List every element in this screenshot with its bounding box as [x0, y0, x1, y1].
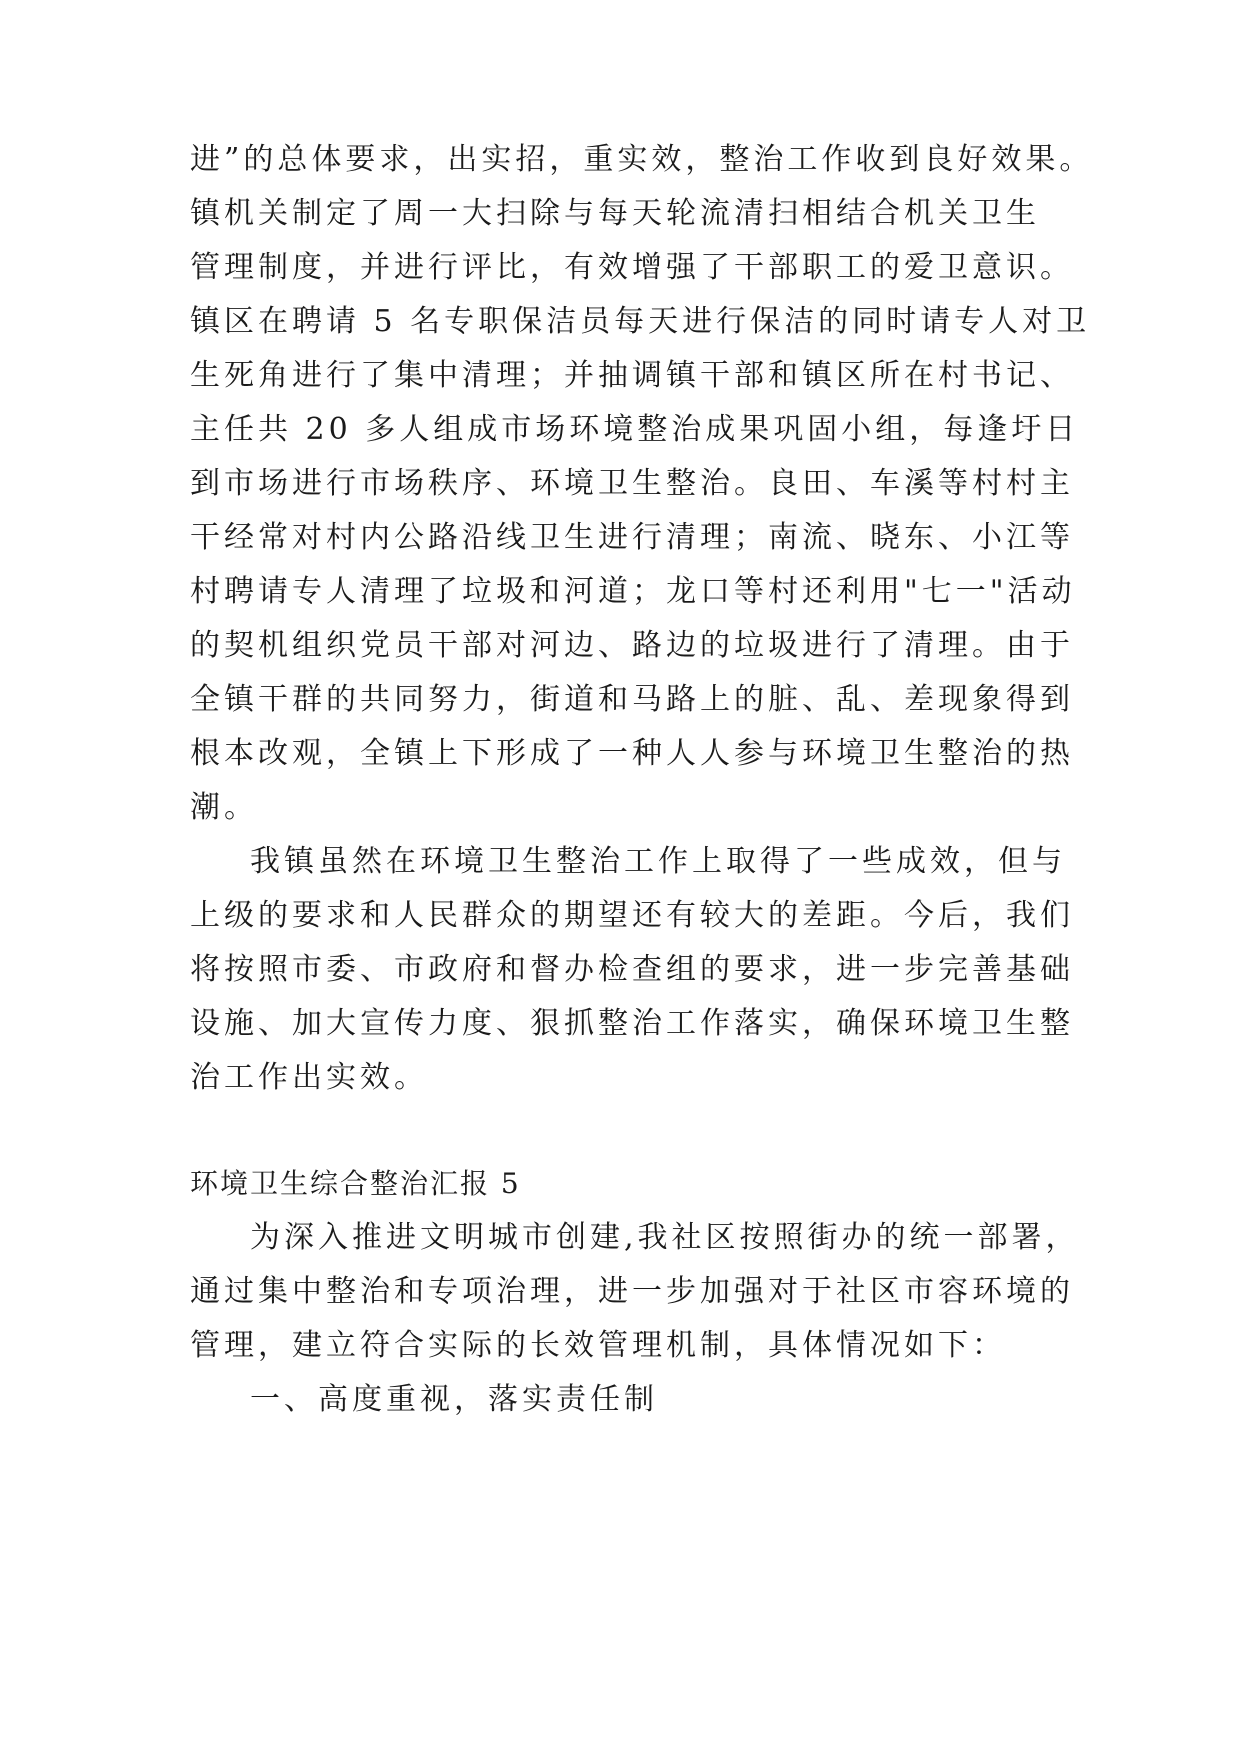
- paragraph-1-line: 的契机组织党员干部对河边、路边的垃圾进行了清理。由于: [190, 628, 1074, 663]
- paragraph-3-line: 为深入推进文明城市创建,我社区按照街办的统一部署，: [250, 1220, 1080, 1255]
- paragraph-1-line: 管理制度，并进行评比，有效增强了干部职工的爱卫意识。: [190, 250, 1074, 285]
- paragraph-2-line: 上级的要求和人民群众的期望还有较大的差距。今后，我们: [190, 898, 1074, 933]
- paragraph-2-line: 设施、加大宣传力度、狠抓整治工作落实，确保环境卫生整: [190, 1006, 1074, 1041]
- subheading: 一、高度重视，落实责任制: [250, 1382, 658, 1417]
- paragraph-1-line: 进”的总体要求，出实招，重实效，整治工作收到良好效果。: [190, 142, 1094, 177]
- paragraph-1-line: 潮。: [190, 790, 258, 825]
- paragraph-1-line: 镇机关制定了周一大扫除与每天轮流清扫相结合机关卫生: [190, 196, 1040, 231]
- paragraph-3-line: 管理，建立符合实际的长效管理机制，具体情况如下：: [190, 1328, 1006, 1363]
- paragraph-1-line: 村聘请专人清理了垃圾和河道；龙口等村还利用"七一"活动: [190, 574, 1076, 609]
- paragraph-1-line: 主任共 20 多人组成市场环境整治成果巩固小组，每逢圩日: [190, 412, 1080, 447]
- paragraph-1-line: 生死角进行了集中清理；并抽调镇干部和镇区所在村书记、: [190, 358, 1074, 393]
- paragraph-2-line: 我镇虽然在环境卫生整治工作上取得了一些成效，但与: [250, 844, 1066, 879]
- paragraph-1-line: 根本改观，全镇上下形成了一种人人参与环境卫生整治的热: [190, 736, 1074, 771]
- paragraph-3-line: 通过集中整治和专项治理，进一步加强对于社区市容环境的: [190, 1274, 1074, 1309]
- paragraph-1-line: 镇区在聘请 5 名专职保洁员每天进行保洁的同时请专人对卫: [190, 304, 1091, 339]
- paragraph-2-line: 将按照市委、市政府和督办检查组的要求，进一步完善基础: [190, 952, 1074, 987]
- paragraph-1-line: 全镇干群的共同努力，街道和马路上的脏、乱、差现象得到: [190, 682, 1074, 717]
- paragraph-1-line: 到市场进行市场秩序、环境卫生整治。良田、车溪等村村主: [190, 466, 1074, 501]
- paragraph-2-line: 治工作出实效。: [190, 1060, 428, 1095]
- paragraph-1-line: 干经常对村内公路沿线卫生进行清理；南流、晓东、小江等: [190, 520, 1074, 555]
- section-heading: 环境卫生综合整治汇报 5: [190, 1167, 521, 1200]
